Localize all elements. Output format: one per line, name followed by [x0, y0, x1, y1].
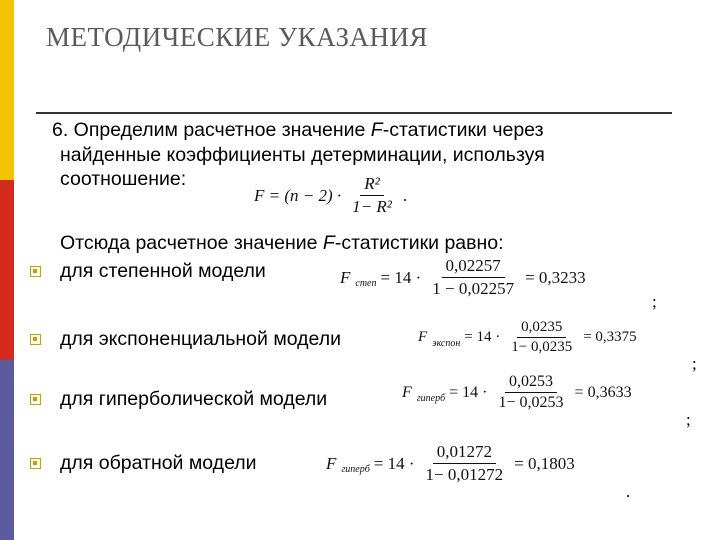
formula-coef: = 14 ·	[449, 383, 488, 401]
title-divider	[36, 112, 672, 114]
formula-f: F	[418, 329, 428, 345]
formula-numerator: R²	[360, 174, 383, 196]
bullet-label-inverse: для обратной модели	[60, 452, 257, 474]
formula-power	[340, 256, 586, 299]
intro-text: 6. Определим расчетное значение	[52, 119, 371, 141]
formula-numerator: 0,0235	[517, 319, 566, 338]
bullet-label-hyperbolic: для гиперболической модели	[60, 388, 328, 410]
bullet-icon	[30, 394, 41, 405]
formula-fraction	[422, 442, 508, 485]
formula-fraction	[348, 174, 396, 217]
formula-fraction	[495, 373, 568, 412]
formula-coef: = 14 ·	[380, 267, 422, 287]
formula-fraction	[428, 256, 518, 299]
intro-text: -статистики через	[382, 119, 544, 141]
slide-sidebar	[0, 0, 14, 540]
formula-terminator: ;	[692, 354, 697, 373]
formula-subscript: степ	[355, 278, 377, 289]
formula-fraction	[507, 319, 576, 356]
formula-f: F	[340, 267, 351, 287]
formula-exponential	[418, 319, 637, 356]
intro-line-2: найденные коэффициенты детерминации, используя	[60, 144, 545, 166]
formula-terminator: .	[626, 482, 631, 501]
formula-result: = 0,3233	[525, 267, 586, 287]
slide-title: МЕТОДИЧЕСКИЕ УКАЗАНИЯ	[46, 22, 428, 52]
formula-f: F	[326, 453, 337, 473]
sidebar-yellow-block	[0, 0, 14, 180]
bullet-label-exponential: для экспоненциальной модели	[60, 328, 342, 350]
main-formula	[254, 174, 407, 217]
formula-result: = 0,1803	[514, 453, 575, 473]
formula-coef: = 14 ·	[373, 453, 415, 473]
formula-numerator: 0,01272	[433, 442, 496, 464]
formula-terminator: ;	[686, 410, 691, 429]
formula-inverse	[326, 442, 575, 485]
formula-numerator: 0,02257	[442, 256, 505, 278]
result-line	[60, 231, 504, 255]
formula-hyperbolic	[402, 373, 632, 412]
formula-end: .	[402, 185, 408, 205]
bullet-label-power: для степенной модели	[60, 260, 266, 282]
sidebar-purple-block	[0, 360, 14, 540]
formula-result: = 0,3375	[583, 329, 637, 345]
formula-denominator: 1− 0,0253	[498, 394, 564, 411]
formula-subscript: гиперб	[341, 464, 370, 475]
result-text: Отсюда расчетное значение	[60, 232, 323, 254]
formula-denominator: 1− 0,0235	[511, 339, 573, 355]
f-variable: F	[370, 119, 383, 141]
formula-f: F	[402, 383, 412, 401]
formula-terminator: ;	[652, 292, 657, 311]
formula-subscript: экспон	[432, 338, 461, 349]
formula-denominator: 1 − 0,02257	[432, 279, 515, 298]
formula-numerator: 0,0253	[505, 373, 557, 393]
formula-coef: = 14 ·	[464, 329, 501, 345]
bullet-icon	[30, 458, 41, 469]
formula-subscript: гиперб	[416, 393, 446, 404]
sidebar-red-block	[0, 180, 14, 360]
formula-lhs: F = (n − 2) ·	[254, 185, 342, 205]
formula-denominator: 1− 0,01272	[425, 465, 504, 484]
f-variable: F	[322, 232, 335, 254]
formula-denominator: 1− R²	[352, 197, 392, 216]
bullet-icon	[30, 334, 41, 345]
intro-line-1	[52, 118, 544, 142]
formula-result: = 0,3633	[574, 383, 632, 401]
bullet-icon	[30, 266, 41, 277]
result-text: -статистики равно:	[334, 232, 504, 254]
intro-line-3: соотношение:	[60, 168, 187, 190]
